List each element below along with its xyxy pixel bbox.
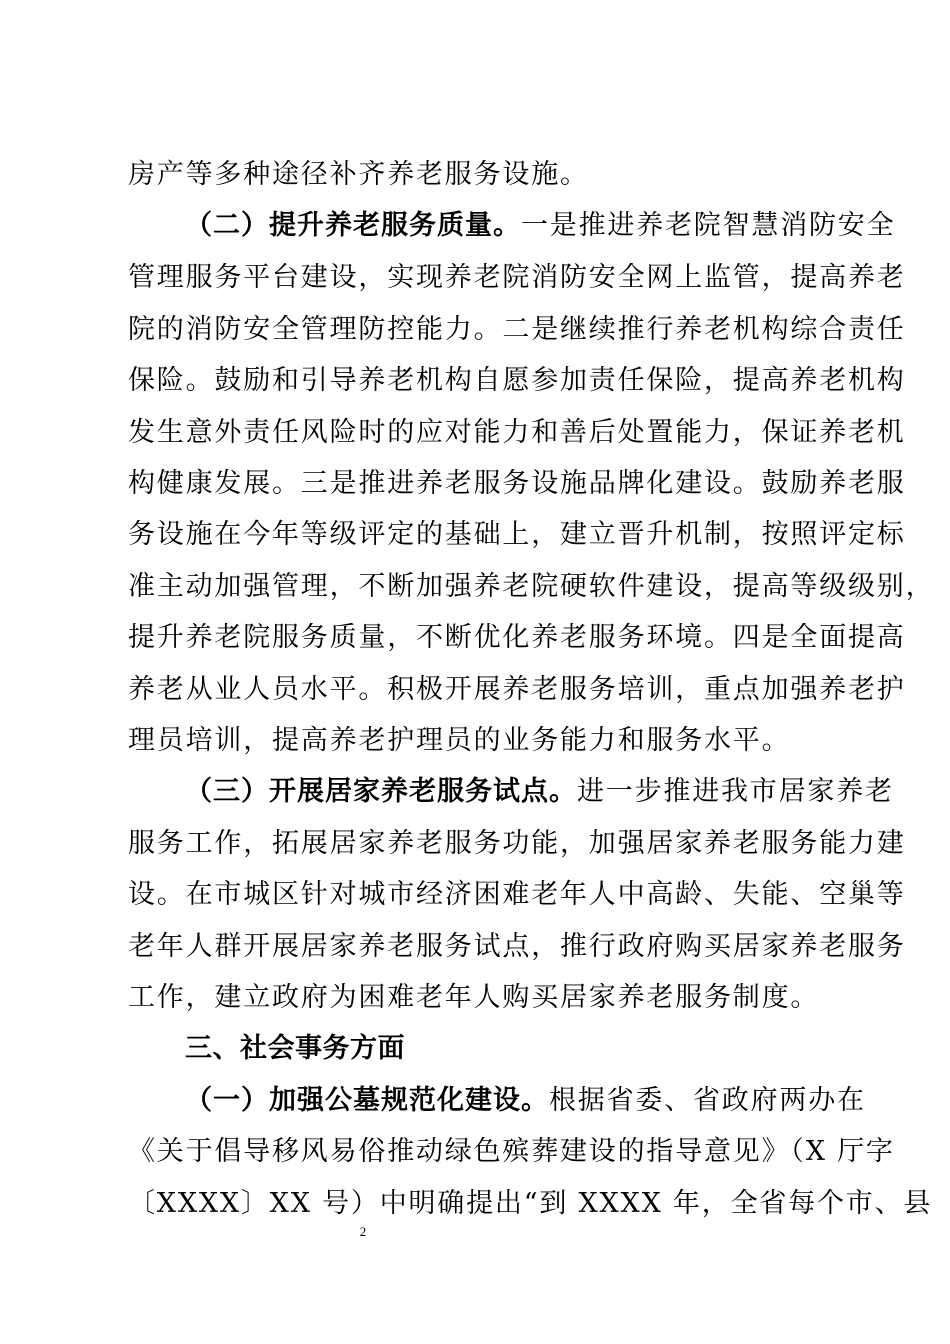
body-line: 〔XXXX〕XX 号）中明确提出“到 XXXX 年，全省每个市、县 — [128, 1188, 933, 1219]
body-line: 构健康发展。三是推进养老服务设施品牌化建设。鼓励养老服 — [128, 468, 906, 499]
body-line: 老年人群开展居家养老服务试点，推行政府购买居家养老服务 — [128, 931, 906, 962]
paragraph-first-line: （一）加强公墓规范化建设。根据省委、省政府两办在 — [185, 1085, 866, 1116]
body-line: 服务工作，拓展居家养老服务功能，加强居家养老服务能力建 — [128, 828, 906, 859]
body-line: 院的消防安全管理防控能力。二是继续推行养老机构综合责任 — [128, 314, 906, 345]
body-line: 提升养老院服务质量，不断优化养老服务环境。四是全面提高 — [128, 622, 906, 653]
section-subheading: （二）提升养老服务质量。 — [185, 210, 521, 241]
paragraph-first-line: （三）开展居家养老服务试点。进一步推进我市居家养老 — [185, 776, 894, 807]
section-subheading: （一）加强公墓规范化建设。 — [185, 1085, 549, 1116]
page-number: 2 — [359, 1224, 367, 1239]
paragraph-first-line: （二）提升养老服务质量。一是推进养老院智慧消防安全 — [185, 210, 896, 241]
body-line: 理员培训，提高养老护理员的业务能力和服务水平。 — [128, 725, 791, 756]
section-subheading: （三）开展居家养老服务试点。 — [185, 776, 577, 807]
body-line: 务设施在今年等级评定的基础上，建立晋升机制，按照评定标 — [128, 519, 906, 550]
body-line: 养老从业人员水平。积极开展养老服务培训，重点加强养老护 — [128, 674, 906, 705]
body-line: 房产等多种途径补齐养老服务设施。 — [128, 159, 589, 190]
body-line: 准主动加强管理，不断加强养老院硬软件建设，提高等级级别， — [128, 571, 935, 602]
body-line: 保险。鼓励和引导养老机构自愿参加责任保险，提高养老机构 — [128, 365, 906, 396]
body-line: 管理服务平台建设，实现养老院消防安全网上监管，提高养老 — [128, 262, 906, 293]
section-heading: 三、社会事务方面 — [185, 1033, 405, 1064]
body-line: 发生意外责任风险时的应对能力和善后处置能力，保证养老机 — [128, 417, 906, 448]
body-line: 设。在市城区针对城市经济困难老年人中高龄、失能、空巢等 — [128, 879, 906, 910]
body-line: 工作，建立政府为困难老年人购买居家养老服务制度。 — [128, 982, 820, 1013]
body-line: 《关于倡导移风易俗推动绿色殡葬建设的指导意见》（X 厅字 — [128, 1136, 895, 1167]
